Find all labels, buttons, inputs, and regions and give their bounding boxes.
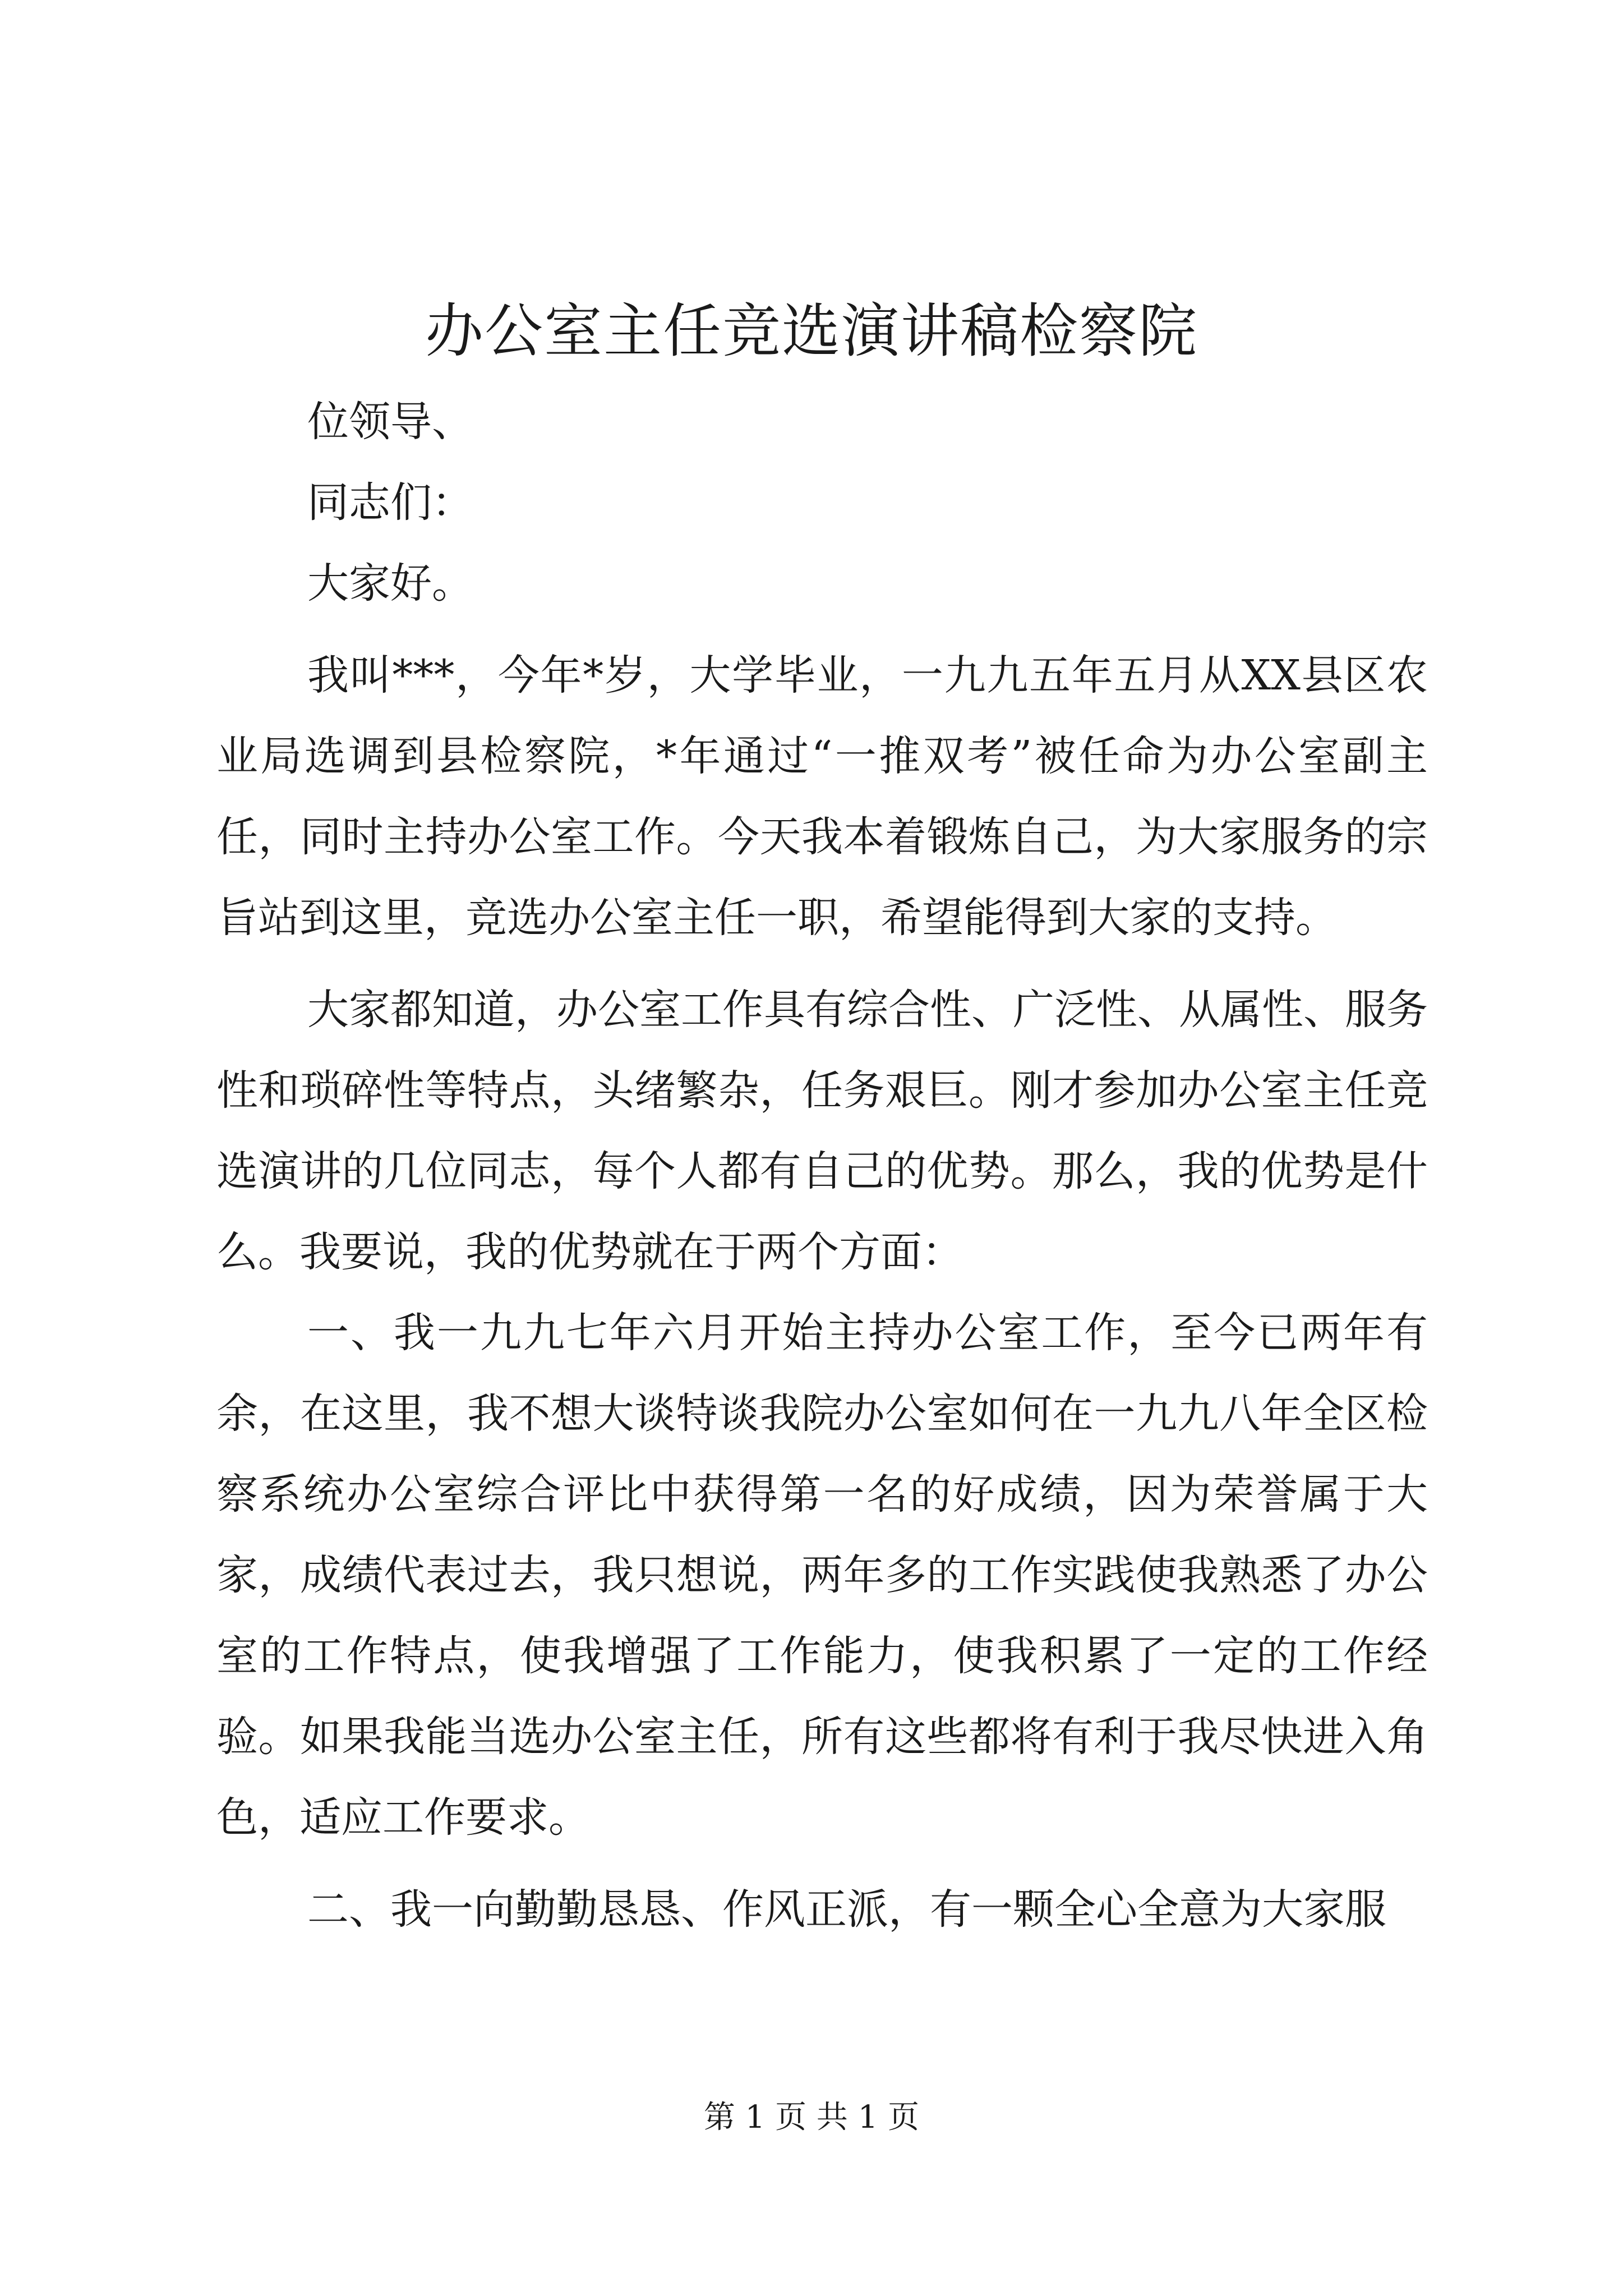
paragraph-greeting: 大家好。 <box>307 559 473 608</box>
paragraph-salutation-comrades: 同志们： <box>307 478 473 527</box>
document-title: 办公室主任竞选演讲稿检察院 <box>425 297 1198 365</box>
paragraph-advantage-one: 一、我一九九七年六月开始主持办公室工作，至今已两年有余，在这里，我不想大谈特谈我院办公室如何在一九九八年全区检察系统办公室综合评比中获得第一名的好成绩，因为荣誉属于大家，成绩代表过去，我只想说，两年多的工作实践使我熟悉了办公室的工作特点，使我增强了工作能力，使我积累了一定的工作经验。如果我能当选办公室主任，所有这些都将有利于我尽快进入角色，适应工作要求。 <box>216 1309 1428 1842</box>
paragraph-office-characteristics: 大家都知道，办公室工作具有综合性、广泛性、从属性、服务性和琐碎性等特点，头绪繁杂，任务艰巨。刚才参加办公室主任竞选演讲的几位同志，每个人都有自己的优势。那么，我的优势是什么。我要说，我的优势就在于两个方面： <box>216 986 1428 1276</box>
paragraph-advantage-two: 二、我一向勤勤恳恳、作风正派，有一颗全心全意为大家服 <box>307 1885 1386 1934</box>
document-body <box>216 381 1428 1950</box>
paragraph-salutation-leaders: 位领导、 <box>307 398 473 446</box>
paragraph-introduction: 我叫***，今年*岁，大学毕业，一九九五年五月从XX县区农业局选调到县检察院，*年通过“一推双考”被任命为办公室副主任，同时主持办公室工作。今天我本着锻炼自己，为大家服务的宗旨站到这里，竞选办公室主任一职，希望能得到大家的支持。 <box>216 651 1428 942</box>
page-footer: 第 1 页 共 1 页 <box>703 2099 920 2136</box>
